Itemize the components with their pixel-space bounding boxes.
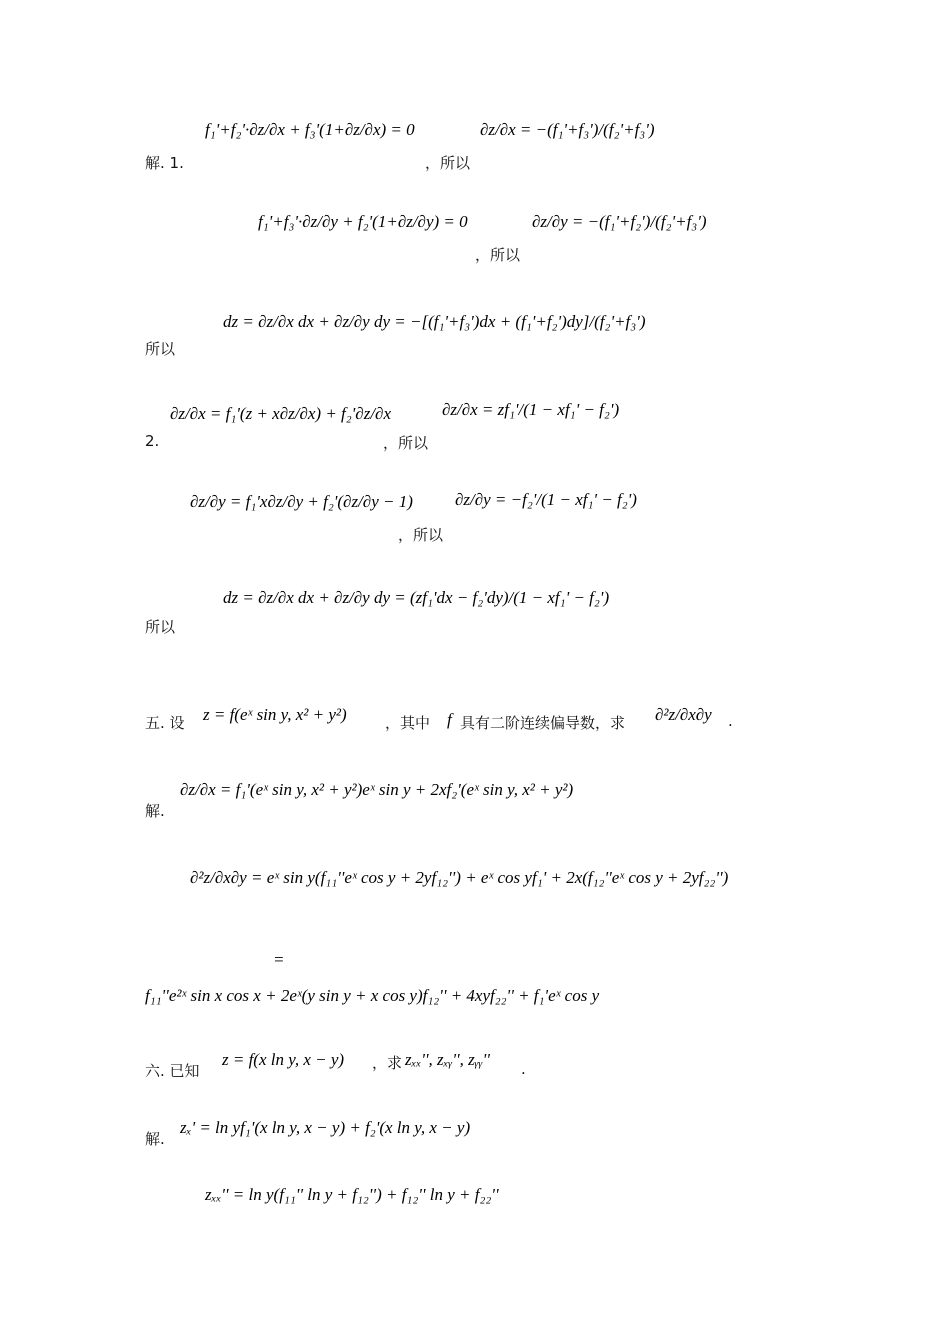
label-wu-prefix: 五. 设: [145, 714, 185, 732]
eq-wu-first-derivative: ∂z/∂x = f₁'(eˣ sin y, x² + y²)eˣ sin y + 2xf₂'(eˣ sin y, x² + y²): [180, 780, 574, 799]
eq-p1-implicit-x: [205, 120, 415, 140]
label-suoyi-dz1: 所以: [145, 340, 176, 358]
label-item-2: 2.: [145, 432, 160, 450]
eq-wu-target: ∂²z/∂x∂y: [655, 705, 712, 724]
label-liu-prefix: 六. 已知: [145, 1062, 200, 1080]
label-jie-1: 解. 1.: [145, 154, 184, 172]
label-jie-wu: 解.: [145, 802, 165, 820]
eq-p1-implicit-y: f₁'+f₃'·∂z/∂y + f₂'(1+∂z/∂y) = 0: [258, 212, 468, 231]
eq-p1-result-x: ∂z/∂x = −(f₁'+f₃')/(f₂'+f₃'): [480, 120, 655, 139]
label-suoyi-dz2: 所以: [145, 618, 176, 636]
eq-wu-result: f₁₁''e²ˣ sin x cos x + 2eˣ(y sin y + x cos y)f₁₂'' + 4xyf₂₂'' + f₁'eˣ cos y: [145, 986, 600, 1005]
eq-liu-definition: z = f(x ln y, x − y): [222, 1050, 345, 1069]
label-jie-liu: 解.: [145, 1130, 165, 1148]
eq-p2-result-y: ∂z/∂y = −f₂'/(1 − xf₁' − f₂'): [455, 490, 637, 509]
label-wu-mid: ，其中: [385, 714, 431, 732]
label-suoyi-4: ，所以: [398, 526, 444, 544]
label-wu-f: f: [447, 710, 452, 729]
eq-wu-second-derivative: ∂²z/∂x∂y = eˣ sin y(f₁₁''eˣ cos y + 2yf₁₂'') + eˣ cos yf₁' + 2x(f₁₂''eˣ cos y + 2yf₂₂''): [190, 868, 729, 887]
label-suoyi-3: ，所以: [383, 434, 429, 452]
label-suoyi-2: ，所以: [475, 246, 521, 264]
eq-liu-zxx: zₓₓ'' = ln y(f₁₁'' ln y + f₁₂'') + f₁₂'' ln y + f₂₂'': [205, 1185, 499, 1204]
eq-wu-definition: z = f(eˣ sin y, x² + y²): [203, 705, 347, 724]
eq-p2-implicit-x: ∂z/∂x = f₁'(z + x∂z/∂x) + f₂'∂z/∂x: [170, 404, 391, 423]
eq-p2-result-x: ∂z/∂x = zf₁'/(1 − xf₁' − f₂'): [442, 400, 620, 419]
label-period-liu: .: [521, 1060, 526, 1078]
label-period-wu: .: [728, 712, 733, 730]
eq-p1-implicit-x-text: f₁'+f₂'·∂z/∂x + f₃'(1+∂z/∂x) = 0: [205, 120, 415, 139]
label-equals: =: [273, 950, 285, 969]
label-wu-suffix: 具有二阶连续偏导数，求: [460, 714, 626, 732]
eq-p2-implicit-y: ∂z/∂y = f₁'x∂z/∂y + f₂'(∂z/∂y − 1): [190, 492, 413, 511]
label-liu-qiu: ，求: [372, 1054, 403, 1072]
eq-p2-total-differential: dz = ∂z/∂x dx + ∂z/∂y dy = (zf₁'dx − f₂'dy)/(1 − xf₁' − f₂'): [223, 588, 610, 607]
eq-liu-zx: zₓ' = ln yf₁'(x ln y, x − y) + f₂'(x ln y, x − y): [180, 1118, 471, 1137]
eq-liu-targets: zₓₓ'', zₓᵧ'', zᵧᵧ'': [405, 1050, 490, 1069]
eq-p1-total-differential: dz = ∂z/∂x dx + ∂z/∂y dy = −[(f₁'+f₃')dx + (f₁'+f₂')dy]/(f₂'+f₃'): [223, 312, 646, 331]
label-suoyi-1: ，所以: [425, 154, 471, 172]
eq-p1-result-y: ∂z/∂y = −(f₁'+f₂')/(f₂'+f₃'): [532, 212, 707, 231]
